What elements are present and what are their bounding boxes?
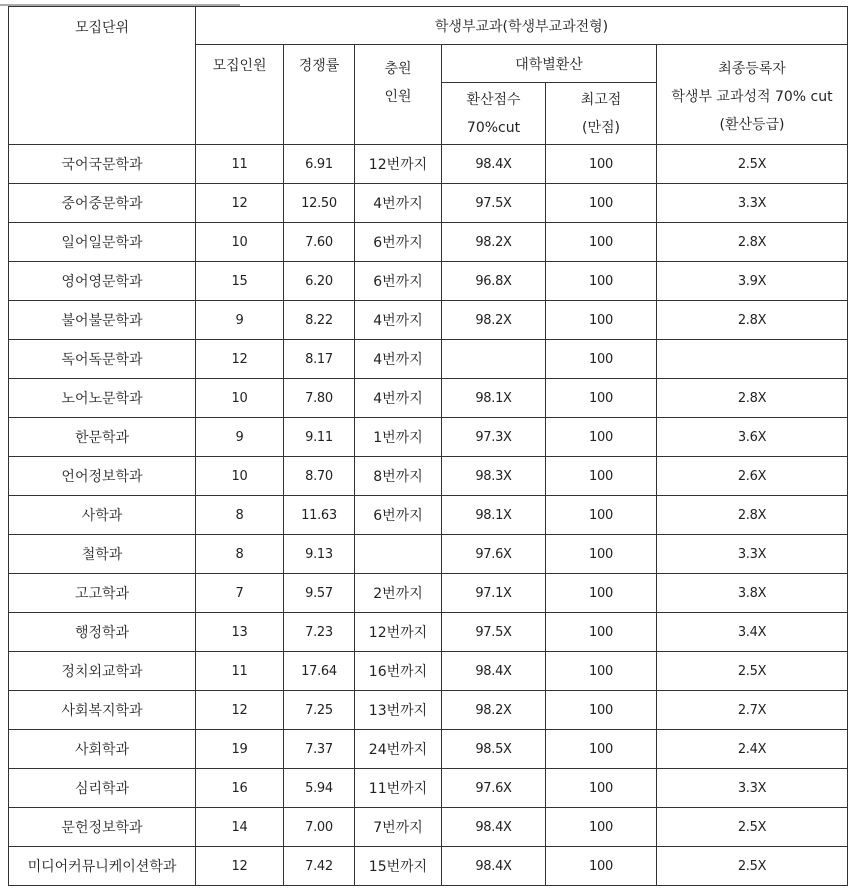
cell-ratio: 9.13 (284, 535, 355, 574)
cell-quota: 8 (196, 535, 284, 574)
cell-quota: 12 (196, 691, 284, 730)
cell-conv-score: 98.1X (442, 379, 546, 418)
cell-quota: 13 (196, 613, 284, 652)
cell-conv-score: 97.5X (442, 613, 546, 652)
table-row (9, 301, 848, 340)
cell-conv-score: 97.5X (442, 184, 546, 223)
cell-final-grade: 2.7X (657, 691, 848, 730)
cell-unit: 중어중문학과 (9, 184, 196, 223)
table-row (9, 730, 848, 769)
cell-quota: 15 (196, 262, 284, 301)
cell-final-grade: 2.5X (657, 145, 848, 184)
table-row (9, 145, 848, 184)
cell-unit: 사학과 (9, 496, 196, 535)
cell-final-grade: 2.5X (657, 847, 848, 886)
cell-unit: 독어독문학과 (9, 340, 196, 379)
header-final-line2: 학생부 교과성적 70% cut (671, 89, 833, 105)
cell-max-score: 100 (546, 574, 657, 613)
cell-final-grade: 2.5X (657, 808, 848, 847)
cell-conv-score: 98.2X (442, 223, 546, 262)
cell-conv-score: 98.1X (442, 496, 546, 535)
cell-quota: 16 (196, 769, 284, 808)
table-row (9, 574, 848, 613)
cell-max-score: 100 (546, 496, 657, 535)
cell-final-grade: 3.4X (657, 613, 848, 652)
cell-conv-score: 98.4X (442, 847, 546, 886)
cell-final-grade: 2.8X (657, 301, 848, 340)
cell-ratio: 7.80 (284, 379, 355, 418)
cell-final-grade: 2.8X (657, 223, 848, 262)
table-row (9, 340, 848, 379)
cell-waitlist: 15번까지 (355, 847, 442, 886)
cell-unit: 언어정보학과 (9, 457, 196, 496)
cell-waitlist: 6번까지 (355, 262, 442, 301)
table-row (9, 418, 848, 457)
header-univ-conv: 대학별환산 (442, 45, 657, 83)
cell-unit: 미디어커뮤니케이션학과 (9, 847, 196, 886)
cell-max-score: 100 (546, 223, 657, 262)
cell-quota: 12 (196, 184, 284, 223)
cell-final-grade: 3.3X (657, 535, 848, 574)
cell-quota: 11 (196, 652, 284, 691)
cell-final-grade (657, 340, 848, 379)
cell-conv-score: 98.4X (442, 808, 546, 847)
cell-quota: 9 (196, 301, 284, 340)
header-conv-score (442, 83, 546, 145)
cell-waitlist: 4번까지 (355, 379, 442, 418)
cell-final-grade: 3.8X (657, 574, 848, 613)
header-conv-score-line1: 환산점수 (466, 91, 521, 108)
cell-max-score: 100 (546, 340, 657, 379)
cell-final-grade: 3.9X (657, 262, 848, 301)
cell-waitlist: 6번까지 (355, 496, 442, 535)
header-unit: 모집단위 (9, 7, 196, 145)
cell-ratio: 11.63 (284, 496, 355, 535)
cell-ratio: 6.20 (284, 262, 355, 301)
cell-unit: 심리학과 (9, 769, 196, 808)
header-max-score-line1: 최고점 (580, 91, 622, 108)
cell-final-grade: 2.8X (657, 496, 848, 535)
cell-max-score: 100 (546, 262, 657, 301)
cell-max-score: 100 (546, 301, 657, 340)
cell-max-score: 100 (546, 691, 657, 730)
cell-final-grade: 2.4X (657, 730, 848, 769)
cell-conv-score: 96.8X (442, 262, 546, 301)
cell-ratio: 8.17 (284, 340, 355, 379)
cell-conv-score: 98.4X (442, 652, 546, 691)
cell-unit: 철학과 (9, 535, 196, 574)
cell-ratio: 7.00 (284, 808, 355, 847)
cell-ratio: 6.91 (284, 145, 355, 184)
cell-waitlist: 8번까지 (355, 457, 442, 496)
cell-max-score: 100 (546, 535, 657, 574)
cell-quota: 12 (196, 340, 284, 379)
cell-unit: 국어국문학과 (9, 145, 196, 184)
cell-conv-score: 97.6X (442, 535, 546, 574)
cell-max-score: 100 (546, 769, 657, 808)
cell-ratio: 12.50 (284, 184, 355, 223)
cell-ratio: 7.25 (284, 691, 355, 730)
table-row (9, 847, 848, 886)
cell-quota: 10 (196, 379, 284, 418)
cell-conv-score: 97.6X (442, 769, 546, 808)
cell-quota: 12 (196, 847, 284, 886)
cell-unit: 한문학과 (9, 418, 196, 457)
cell-waitlist: 11번까지 (355, 769, 442, 808)
header-waitlist-line2: 인원 (384, 89, 412, 105)
cell-ratio: 7.60 (284, 223, 355, 262)
table-row (9, 613, 848, 652)
cell-waitlist (355, 535, 442, 574)
cell-ratio: 17.64 (284, 652, 355, 691)
header-conv-score-line2: 70%cut (466, 119, 521, 136)
header-waitlist (355, 45, 442, 145)
cell-max-score: 100 (546, 847, 657, 886)
cell-unit: 사회학과 (9, 730, 196, 769)
header-final-line3: (환산등급) (719, 117, 785, 133)
cell-waitlist: 12번까지 (355, 613, 442, 652)
table-row (9, 262, 848, 301)
table-row (9, 535, 848, 574)
cell-quota: 11 (196, 145, 284, 184)
cell-conv-score (442, 340, 546, 379)
cell-waitlist: 1번까지 (355, 418, 442, 457)
table-row (9, 808, 848, 847)
cell-max-score: 100 (546, 652, 657, 691)
header-waitlist-line1: 충원 (384, 61, 412, 77)
cell-final-grade: 2.8X (657, 379, 848, 418)
cell-waitlist: 12번까지 (355, 145, 442, 184)
cell-quota: 8 (196, 496, 284, 535)
cell-conv-score: 98.4X (442, 145, 546, 184)
cell-quota: 14 (196, 808, 284, 847)
cell-final-grade: 3.3X (657, 184, 848, 223)
table-row (9, 379, 848, 418)
cell-conv-score: 98.3X (442, 457, 546, 496)
cell-waitlist: 6번까지 (355, 223, 442, 262)
cell-conv-score: 97.3X (442, 418, 546, 457)
table-row (9, 652, 848, 691)
cell-quota: 19 (196, 730, 284, 769)
cell-ratio: 8.70 (284, 457, 355, 496)
table-row (9, 223, 848, 262)
table-header (9, 7, 848, 145)
cell-quota: 10 (196, 223, 284, 262)
cell-unit: 불어불문학과 (9, 301, 196, 340)
table-row (9, 496, 848, 535)
cell-ratio: 5.94 (284, 769, 355, 808)
cell-conv-score: 98.2X (442, 691, 546, 730)
cell-quota: 7 (196, 574, 284, 613)
header-quota: 모집인원 (196, 45, 284, 145)
cell-max-score: 100 (546, 184, 657, 223)
cell-unit: 사회복지학과 (9, 691, 196, 730)
cell-ratio: 9.11 (284, 418, 355, 457)
cell-max-score: 100 (546, 808, 657, 847)
header-final-line1: 최종등록자 (718, 61, 786, 77)
table-row (9, 691, 848, 730)
table-row (9, 184, 848, 223)
cell-waitlist: 4번까지 (355, 340, 442, 379)
header-max-score-line2: (만점) (582, 119, 620, 136)
cell-unit: 일어일문학과 (9, 223, 196, 262)
cell-quota: 10 (196, 457, 284, 496)
cell-final-grade: 2.6X (657, 457, 848, 496)
cell-max-score: 100 (546, 145, 657, 184)
header-final (657, 45, 848, 145)
cell-waitlist: 2번까지 (355, 574, 442, 613)
cell-unit: 고고학과 (9, 574, 196, 613)
table-row (9, 769, 848, 808)
cell-ratio: 7.37 (284, 730, 355, 769)
cell-waitlist: 13번까지 (355, 691, 442, 730)
header-group: 학생부교과(학생부교과전형) (196, 7, 848, 45)
cell-max-score: 100 (546, 730, 657, 769)
cell-max-score: 100 (546, 418, 657, 457)
cell-quota: 9 (196, 418, 284, 457)
cell-ratio: 9.57 (284, 574, 355, 613)
cell-waitlist: 24번까지 (355, 730, 442, 769)
header-ratio: 경쟁률 (284, 45, 355, 145)
cell-final-grade: 2.5X (657, 652, 848, 691)
cell-unit: 문헌정보학과 (9, 808, 196, 847)
table-row (9, 457, 848, 496)
cell-unit: 영어영문학과 (9, 262, 196, 301)
cell-unit: 노어노문학과 (9, 379, 196, 418)
cell-unit: 행정학과 (9, 613, 196, 652)
cell-max-score: 100 (546, 457, 657, 496)
cell-waitlist: 7번까지 (355, 808, 442, 847)
header-max-score (546, 83, 657, 145)
table-body (9, 145, 848, 886)
cell-waitlist: 4번까지 (355, 184, 442, 223)
cell-max-score: 100 (546, 379, 657, 418)
cell-conv-score: 97.1X (442, 574, 546, 613)
cell-waitlist: 4번까지 (355, 301, 442, 340)
cell-final-grade: 3.3X (657, 769, 848, 808)
cell-ratio: 8.22 (284, 301, 355, 340)
cell-ratio: 7.42 (284, 847, 355, 886)
cell-conv-score: 98.2X (442, 301, 546, 340)
cell-max-score: 100 (546, 613, 657, 652)
cell-ratio: 7.23 (284, 613, 355, 652)
cell-unit: 정치외교학과 (9, 652, 196, 691)
admissions-table (8, 6, 848, 886)
cell-conv-score: 98.5X (442, 730, 546, 769)
cell-final-grade: 3.6X (657, 418, 848, 457)
cell-waitlist: 16번까지 (355, 652, 442, 691)
